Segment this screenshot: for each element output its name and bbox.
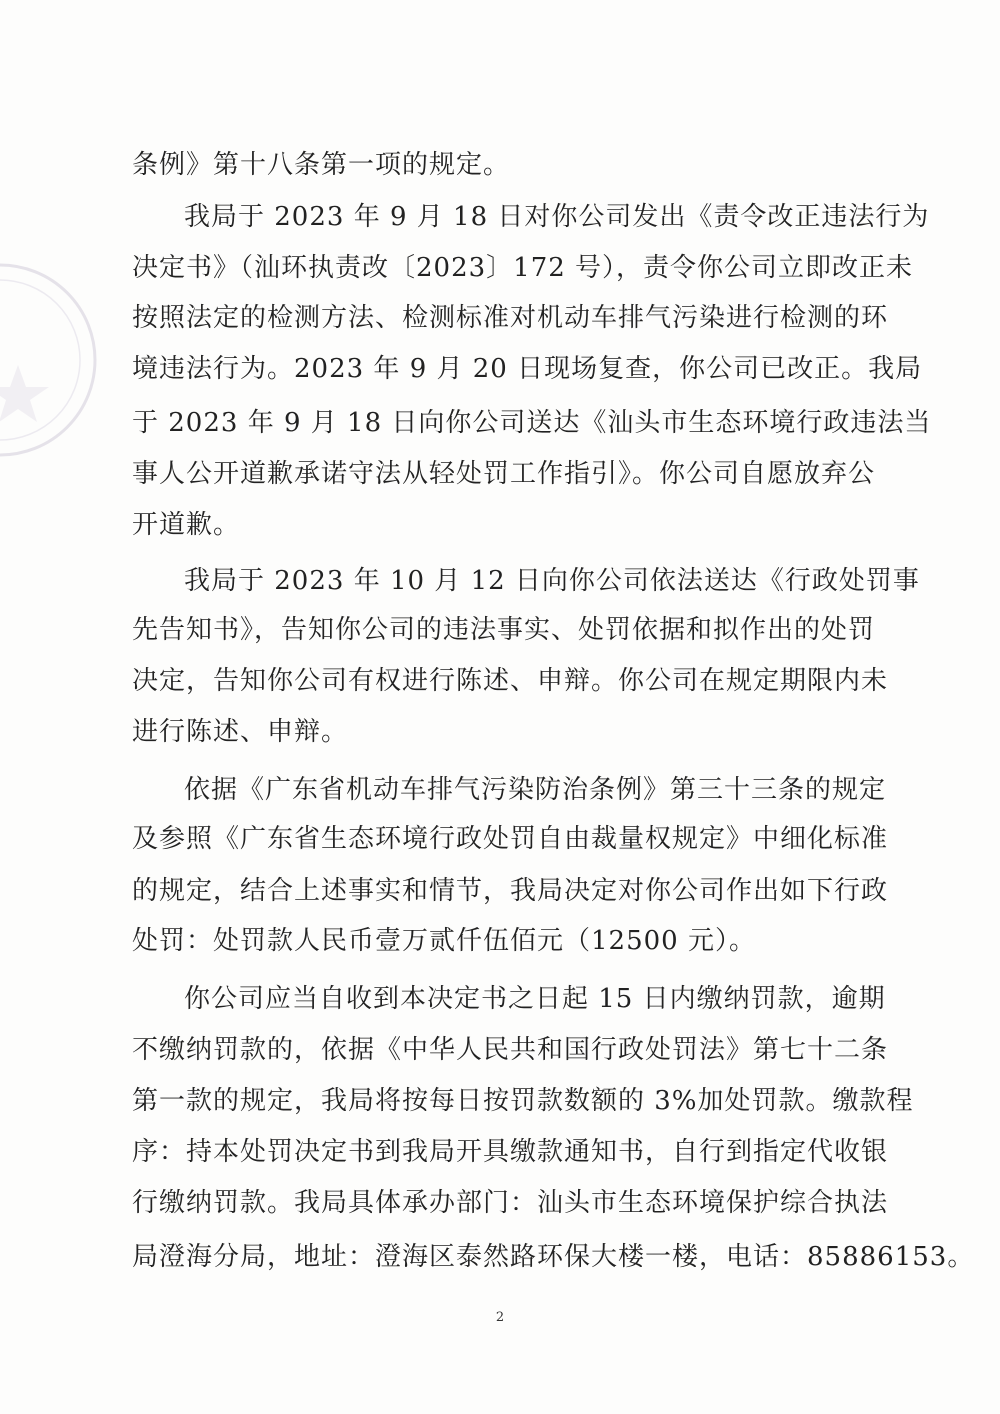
text-line-16: 处罚：处罚款人民币壹万贰仟伍佰元（12500 元）。 <box>132 926 756 956</box>
text-line-12: 进行陈述、申辩。 <box>132 717 349 747</box>
text-line-21: 行缴纳罚款。我局具体承办部门：汕头市生态环境保护综合执法 <box>132 1188 889 1218</box>
text-line-14: 及参照《广东省生态环境行政处罚自由裁量权规定》中细化标准 <box>132 824 889 854</box>
text-line-17: 你公司应当自收到本决定书之日起 15 日内缴纳罚款，逾期 <box>184 984 886 1014</box>
text-line-22: 局澄海分局，地址：澄海区泰然路环保大楼一楼，电话：85886153。 <box>132 1242 975 1272</box>
text-line-11: 决定，告知你公司有权进行陈述、申辩。你公司在规定期限内未 <box>132 666 889 696</box>
text-line-8: 开道歉。 <box>132 510 241 540</box>
page-number: 2 <box>495 1310 505 1325</box>
text-line-10: 先告知书》，告知你公司的违法事实、处罚依据和拟作出的处罚 <box>132 615 876 645</box>
text-line-9: 我局于 2023 年 10 月 12 日向你公司依法送达《行政处罚事 <box>184 566 920 596</box>
text-line-20: 序：持本处罚决定书到我局开具缴款通知书，自行到指定代收银 <box>132 1137 889 1167</box>
text-line-3: 决定书》（汕环执责改〔2023〕172 号），责令你公司立即改正未 <box>132 253 914 283</box>
text-line-4: 按照法定的检测方法、检测标准对机动车排气污染进行检测的环 <box>132 303 889 333</box>
text-line-7: 事人公开道歉承诺守法从轻处罚工作指引》。你公司自愿放弃公 <box>132 459 876 489</box>
text-line-5: 境违法行为。2023 年 9 月 20 日现场复查，你公司已改正。我局 <box>132 354 923 384</box>
official-seal-fragment <box>0 260 120 460</box>
text-line-6: 于 2023 年 9 月 18 日向你公司送达《汕头市生态环境行政违法当 <box>132 408 932 438</box>
text-line-15: 的规定，结合上述事实和情节，我局决定对你公司作出如下行政 <box>132 876 889 906</box>
text-line-2: 我局于 2023 年 9 月 18 日对你公司发出《责令改正违法行为 <box>184 202 930 232</box>
text-line-13: 依据《广东省机动车排气污染防治条例》第三十三条的规定 <box>184 775 887 805</box>
text-line-1: 条例》第十八条第一项的规定。 <box>132 150 511 180</box>
text-line-19: 第一款的规定，我局将按每日按罚款数额的 3%加处罚款。缴款程 <box>132 1086 914 1116</box>
text-line-18: 不缴纳罚款的，依据《中华人民共和国行政处罚法》第七十二条 <box>132 1035 889 1065</box>
